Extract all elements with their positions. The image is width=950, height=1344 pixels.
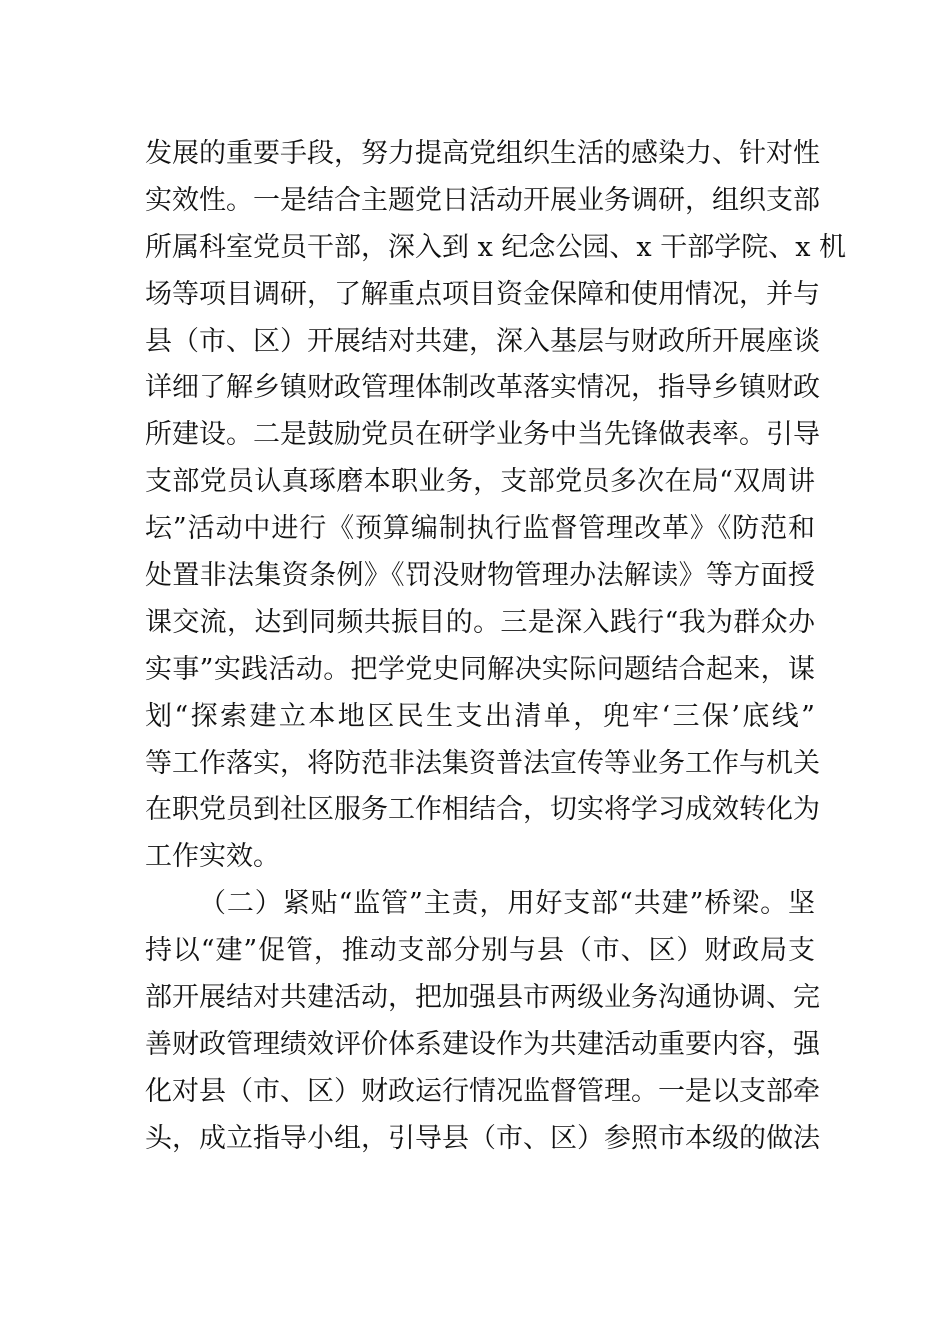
paragraph-start-line: （二）紧贴“监管”主责，用好支部“共建”桥梁。坚 (199, 888, 815, 920)
text-line: 实效性。一是结合主题党日活动开展业务调研，组织支部 (145, 184, 820, 216)
text-line: 划“探索建立本地区民生支出清单，兜牢‘三保’底线” (145, 700, 815, 732)
text-line: 在职党员到社区服务工作相结合，切实将学习成效转化为 (145, 794, 820, 826)
paragraph-end-line: 工作实效。 (145, 841, 280, 873)
text-line: 善财政管理绩效评价体系建设作为共建活动重要内容，强 (145, 1028, 820, 1060)
text-line: 县（市、区）开展结对共建，深入基层与财政所开展座谈 (145, 325, 820, 357)
text-line: 课交流，达到同频共振目的。三是深入践行“我为群众办 (145, 606, 815, 638)
text-line: 所属科室党员干部，深入到 x 纪念公园、x 干部学院、x 机 (145, 231, 847, 263)
text-line: 部开展结对共建活动，把加强县市两级业务沟通协调、完 (145, 982, 820, 1014)
text-line: 场等项目调研，了解重点项目资金保障和使用情况，并与 (145, 278, 820, 310)
text-line: 所建设。二是鼓励党员在研学业务中当先锋做表率。引导 (145, 419, 820, 451)
text-line: 坛”活动中进行《预算编制执行监督管理改革》《防范和 (145, 513, 815, 545)
text-line: 详细了解乡镇财政管理体制改革落实情况，指导乡镇财政 (145, 372, 820, 404)
text-line: 头，成立指导小组，引导县（市、区）参照市本级的做法 (145, 1122, 820, 1154)
text-line: 实事”实践活动。把学党史同解决实际问题结合起来，谋 (145, 653, 815, 685)
text-line: 处置非法集资条例》《罚没财物管理办法解读》等方面授 (145, 560, 815, 592)
text-line: 发展的重要手段，努力提高党组织生活的感染力、针对性 (145, 138, 820, 169)
text-line: 支部党员认真琢磨本职业务，支部党员多次在局“双周讲 (145, 466, 815, 498)
body-text (145, 131, 847, 1163)
text-line: 等工作落实，将防范非法集资普法宣传等业务工作与机关 (145, 747, 820, 779)
text-line: 化对县（市、区）财政运行情况监督管理。一是以支部牵 (145, 1075, 820, 1107)
text-line: 持以“建”促管，推动支部分别与县（市、区）财政局支 (145, 935, 815, 967)
